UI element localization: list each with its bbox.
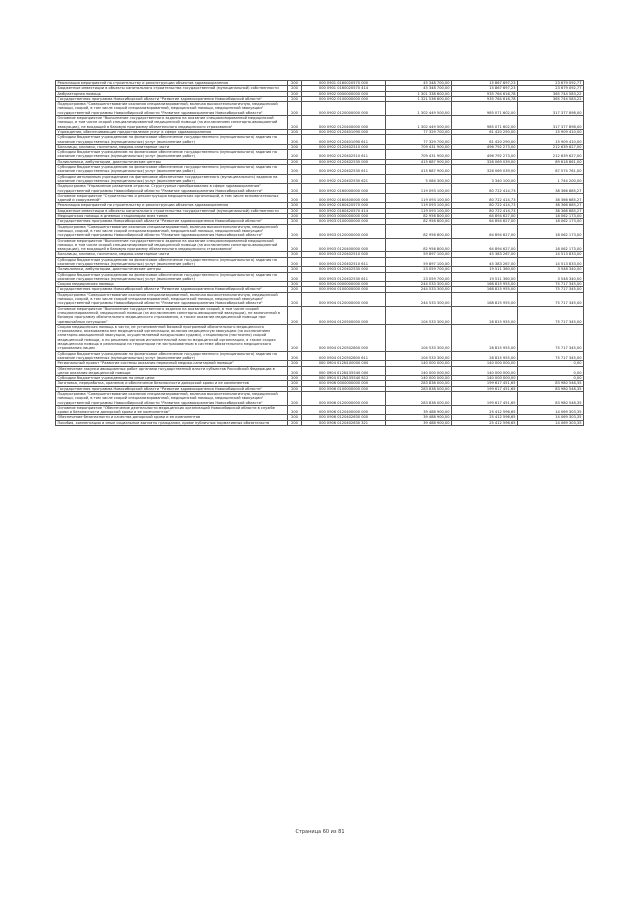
cell-name: Больницы, клиники, госпитали, медико-санитарные части: [56, 252, 288, 257]
cell-c: 365 744 583,22: [518, 91, 584, 96]
table-row: [56, 135, 584, 145]
cell-name: Региональный проект "Развитие системы оказания первичной медико-санитарной помощи": [56, 361, 288, 366]
cell-c: 87 574 761,00: [518, 165, 584, 175]
cell-b: 80 722 414,73: [452, 184, 518, 194]
cell-a: 1 321 536 600,00: [386, 96, 452, 101]
cell-a: 119 093 100,00: [386, 203, 452, 208]
cell-name: Субсидии бюджетным учреждениям на финансовое обеспечение государственного (муниципального) задания на оказание государственных (муниципальных) услуг (выполнение работ): [56, 272, 288, 282]
cell-c: 75 717 345,00: [518, 306, 584, 324]
table-row: [56, 86, 584, 91]
cell-c: 38 366 685,27: [518, 193, 584, 203]
cell-b: 935 764 616,78: [452, 91, 518, 96]
cell-a: 244 533 300,00: [386, 287, 452, 292]
cell-b: 985 071 602,00: [452, 116, 518, 130]
cell-a: 415 687 900,00: [386, 159, 452, 164]
cell-a: 1 301 338 600,00: [386, 91, 452, 96]
cell-c: 75 717 345,00: [518, 351, 584, 361]
cell-kbk: 000 0902 0120401090 611: [302, 135, 386, 145]
cell-kbk: 000 0904 012N155540 612: [302, 376, 386, 381]
table-row: [56, 324, 584, 351]
cell-c: 14 513 833,00: [518, 252, 584, 257]
cell-name: Заготовка, переработка, хранение и обеспечение безопасности донорской крови и ее компонентов: [56, 381, 288, 386]
cell-b: 25 412 596,65: [452, 405, 518, 415]
cell-a: 59 897 100,00: [386, 252, 452, 257]
table-row: [56, 165, 584, 175]
cell-b: 80 722 414,73: [452, 203, 518, 208]
cell-a: 82 956 800,00: [386, 224, 452, 238]
table-row: [56, 415, 584, 420]
table-row: [56, 306, 584, 324]
page-number: Страница 60 из 81: [295, 829, 345, 835]
cell-code: 200: [288, 351, 302, 361]
cell-c: 83 980 548,35: [518, 392, 584, 406]
cell-code: 200: [288, 144, 302, 149]
budget-table-body: [56, 81, 584, 426]
report-sheet: [55, 80, 583, 426]
cell-kbk: 000 0904 0100000000 000: [302, 287, 386, 292]
cell-c: 15 909 410,00: [518, 135, 584, 145]
cell-a: 140 000 000,00: [386, 361, 452, 366]
cell-a: 119 093 100,00: [386, 193, 452, 203]
cell-a: 45 348 700,00: [386, 86, 452, 91]
cell-name: Реализация мероприятий по строительству и реконструкции объектов здравоохранения: [56, 81, 288, 86]
cell-kbk: 000 0902 0120402530 000: [302, 159, 386, 164]
cell-kbk: 000 0906 0120400000 000: [302, 405, 386, 415]
cell-code: 200: [288, 238, 302, 252]
cell-name: Обеспечение закупки авиационных работ органами государственной власти субъектов Российской Федерации в целях оказания медицинской помощи: [56, 366, 288, 376]
cell-code: 200: [288, 415, 302, 420]
cell-kbk: 000 0904 012N100000 000: [302, 361, 386, 366]
cell-code: 200: [288, 159, 302, 164]
cell-kbk: 000 0902 0000000000 000: [302, 91, 386, 96]
table-row: [56, 292, 584, 306]
cell-a: 709 431 900,00: [386, 150, 452, 160]
cell-a: 119 093 100,00: [386, 208, 452, 213]
cell-code: 200: [288, 272, 302, 282]
cell-c: 75 717 345,00: [518, 287, 584, 292]
cell-c: 18 062 173,00: [518, 224, 584, 238]
table-row: [56, 287, 584, 292]
table-row: [56, 224, 584, 238]
cell-c: 365 744 583,22: [518, 96, 584, 101]
cell-name: Субсидии бюджетным учреждениям на финансовое обеспечение государственного (муниципального) задания на оказание государственных (муниципальных) услуг (выполнение работ): [56, 150, 288, 160]
cell-name: Субсидии бюджетным учреждениям на финансовое обеспечение государственного (муниципального) задания на оказание государственных (муниципальных) услуг (выполнение работ): [56, 351, 288, 361]
cell-code: 200: [288, 214, 302, 219]
cell-name: Основное мероприятие "Выполнение государственного задания на оказание специализированной медицинской помощи, в том числе скорой специализированной медицинской помощи (за исключением санитарно-авиационной эвакуации), не входящей в базовую программу обязательного медицинского страхования": [56, 116, 288, 130]
cell-b: 140 000 000,00: [452, 366, 518, 376]
cell-b: 28 815 955,00: [452, 351, 518, 361]
cell-c: 0,00: [518, 361, 584, 366]
cell-kbk: 000 0906 0120000000 000: [302, 392, 386, 406]
cell-kbk: 000 0902 0120000000 000: [302, 102, 386, 116]
cell-b: 140 000 000,00: [452, 376, 518, 381]
cell-name: Субсидии бюджетным учреждениям на финансовое обеспечение государственного (муниципального) задания на оказание государственных (муниципальных) услуг (выполнение работ): [56, 165, 288, 175]
cell-name: Подпрограмма "Совершенствование оказания специализированной, включая высокотехнологичную, медицинской помощи, скорой, в том числе скорой специализированной, медицинской помощи, медицинской эвакуации" государственной программы Новосибирской области "Развитие здравоохранения Новосибирской области": [56, 102, 288, 116]
cell-b: 45 383 267,00: [452, 257, 518, 267]
cell-b: 496 792 273,00: [452, 150, 518, 160]
cell-b: 15 867 697,23: [452, 86, 518, 91]
cell-code: 200: [288, 208, 302, 213]
cell-code: 200: [288, 81, 302, 86]
cell-c: 18 062 173,00: [518, 238, 584, 252]
table-row: [56, 96, 584, 101]
cell-name: Обеспечение безопасности и качества донорской крови и ее компонентов: [56, 415, 288, 420]
cell-b: 61 420 290,00: [452, 135, 518, 145]
cell-a: 5 084 300,00: [386, 174, 452, 184]
cell-kbk: 000 0901 0160020570 000: [302, 81, 386, 86]
cell-c: 75 717 345,00: [518, 282, 584, 287]
cell-c: 3 548 340,00: [518, 272, 584, 282]
cell-name: Основное мероприятие "Выполнение государственного задания на оказание скорой, в том числе скорой специализированной, медицинской помощи (за исключением санитарно-авиационной эвакуации), не включенной в базовую программу обязательного медицинского страхования, а также оказание медицинской помощи при чрезвычайных ситуациях": [56, 306, 288, 324]
cell-c: 75 717 345,00: [518, 324, 584, 351]
budget-table: [55, 80, 584, 426]
cell-name: Основное мероприятие "Строительство и реконструкция медицинских организаций, в том числе вспомогательных зданий и сооружений": [56, 193, 288, 203]
cell-a: 104 533 300,00: [386, 306, 452, 324]
cell-name: Государственная программа Новосибирской области "Развитие здравоохранения Новосибирской области": [56, 219, 288, 224]
table-row: [56, 252, 584, 257]
cell-name: Субсидии автономным учреждениям на финансовое обеспечение государственного (муниципального) задания на оказание государственных (муниципальных) услуг (выполнение работ): [56, 174, 288, 184]
table-row: [56, 238, 584, 252]
cell-kbk: 000 0902 0120402510 611: [302, 150, 386, 160]
cell-b: 45 383 267,00: [452, 252, 518, 257]
cell-code: 200: [288, 129, 302, 134]
cell-kbk: 000 0902 0120401090 000: [302, 129, 386, 134]
cell-code: 200: [288, 292, 302, 306]
cell-c: 18 062 173,00: [518, 219, 584, 224]
cell-kbk: 000 0904 0120502800 611: [302, 351, 386, 361]
cell-a: 23 059 700,00: [386, 272, 452, 282]
cell-c: 1 744 200,00: [518, 174, 584, 184]
table-row: [56, 129, 584, 134]
cell-c: 14 069 303,35: [518, 415, 584, 420]
table-row: [56, 150, 584, 160]
cell-name: Бюджетные инвестиции в объекты капитального строительства государственной (муниципальной) собственности: [56, 86, 288, 91]
cell-b: 25 412 596,65: [452, 420, 518, 425]
cell-name: Учреждения, обеспечивающие предоставление услуг в сфере здравоохранения: [56, 129, 288, 134]
cell-kbk: 000 0902 0100000000 000: [302, 96, 386, 101]
cell-c: 14 069 303,35: [518, 420, 584, 425]
cell-a: 82 956 800,00: [386, 238, 452, 252]
cell-kbk: 000 0904 0120500000 000: [302, 306, 386, 324]
cell-c: 212 639 627,00: [518, 144, 584, 149]
cell-kbk: 000 0906 0120402630 321: [302, 420, 386, 425]
cell-code: 200: [288, 184, 302, 194]
cell-code: 200: [288, 282, 302, 287]
cell-b: 61 420 290,00: [452, 129, 518, 134]
cell-b: 326 069 039,00: [452, 165, 518, 175]
cell-a: 59 897 100,00: [386, 257, 452, 267]
cell-b: 28 815 955,00: [452, 306, 518, 324]
table-row: [56, 116, 584, 130]
cell-kbk: 000 0902 0120402530 611: [302, 165, 386, 175]
cell-code: 200: [288, 86, 302, 91]
cell-c: 3 548 340,00: [518, 267, 584, 272]
cell-name: Государственная программа Новосибирской области "Развитие здравоохранения Новосибирской области": [56, 287, 288, 292]
table-row: [56, 219, 584, 224]
table-row: [56, 257, 584, 267]
cell-code: 200: [288, 405, 302, 415]
cell-code: 200: [288, 203, 302, 208]
cell-a: 1 302 449 500,00: [386, 116, 452, 130]
cell-c: 14 513 833,00: [518, 257, 584, 267]
cell-code: 200: [288, 361, 302, 366]
cell-c: 38 366 685,27: [518, 203, 584, 208]
table-row: [56, 208, 584, 213]
cell-c: 75 717 345,00: [518, 292, 584, 306]
cell-b: 168 815 955,00: [452, 292, 518, 306]
cell-name: Подпрограмма "Совершенствование оказания специализированной, включая высокотехнологичную, медицинской помощи, скорой, в том числе скорой специализированной, медицинской помощи, медицинской эвакуации" государственной программы Новосибирской области "Развитие здравоохранения Новосибирской области": [56, 224, 288, 238]
cell-c: 23 679 092,77: [518, 86, 584, 91]
cell-c: 317 377 898,00: [518, 102, 584, 116]
cell-code: 200: [288, 102, 302, 116]
cell-name: Подпрограмма "Совершенствование оказания специализированной, включая высокотехнологичную, медицинской помощи, скорой, в том числе скорой специализированной, медицинской помощи, медицинской эвакуации" государственной программы Новосибирской области "Развитие здравоохранения Новосибирской области": [56, 392, 288, 406]
table-row: [56, 267, 584, 272]
cell-name: Государственная программа Новосибирской области "Развитие здравоохранения Новосибирской области": [56, 96, 288, 101]
table-row: [56, 405, 584, 415]
cell-kbk: 000 0902 0160420570 000: [302, 203, 386, 208]
cell-b: 168 815 955,00: [452, 287, 518, 292]
cell-b: 985 071 602,00: [452, 102, 518, 116]
cell-code: 200: [288, 116, 302, 130]
cell-a: 82 956 800,00: [386, 214, 452, 219]
cell-name: Основное мероприятие "Выполнение государственного задания на оказание специализированной медицинской помощи, в том числе скорой специализированной медицинской помощи (за исключением санитарно-авиационной эвакуации), не входящей в базовую программу обязательного медицинского страхования": [56, 238, 288, 252]
cell-name: Медицинская помощь в дневных стационарах всех типов: [56, 214, 288, 219]
cell-c: 317 377 898,00: [518, 116, 584, 130]
cell-a: 119 093 100,00: [386, 184, 452, 194]
cell-a: 39 488 900,00: [386, 405, 452, 415]
cell-code: 200: [288, 193, 302, 203]
cell-code: 200: [288, 96, 302, 101]
cell-a: 709 431 900,00: [386, 144, 452, 149]
cell-code: 200: [288, 257, 302, 267]
cell-b: 496 792 273,00: [452, 144, 518, 149]
cell-kbk: 000 0903 0120402510 000: [302, 252, 386, 257]
cell-name: Субсидии бюджетным учреждениям на финансовое обеспечение государственного (муниципального) задания на оказание государственных (муниципальных) услуг (выполнение работ): [56, 257, 288, 267]
cell-a: 140 000 000,00: [386, 376, 452, 381]
cell-kbk: 000 0902 0160420570 414: [302, 208, 386, 213]
cell-b: 64 894 627,00: [452, 238, 518, 252]
cell-a: 244 533 300,00: [386, 292, 452, 306]
cell-kbk: 000 0904 0120000000 000: [302, 292, 386, 306]
cell-code: 200: [288, 267, 302, 272]
cell-a: 1 302 449 500,00: [386, 102, 452, 116]
cell-code: 200: [288, 224, 302, 238]
cell-b: 28 815 955,00: [452, 324, 518, 351]
cell-code: 200: [288, 420, 302, 425]
cell-code: 200: [288, 386, 302, 391]
cell-b: 19 511 360,00: [452, 267, 518, 272]
cell-name: Поликлиники, амбулатории, диагностические центры: [56, 267, 288, 272]
cell-b: 25 412 596,65: [452, 415, 518, 420]
cell-b: 64 894 627,00: [452, 219, 518, 224]
cell-b: 140 000 000,00: [452, 361, 518, 366]
cell-name: Скорая медицинская помощь: [56, 282, 288, 287]
cell-name: Государственная программа Новосибирской области "Развитие здравоохранения Новосибирской области": [56, 386, 288, 391]
table-row: [56, 351, 584, 361]
table-row: [56, 366, 584, 376]
cell-kbk: 000 0901 0160020570 414: [302, 86, 386, 91]
cell-c: 83 980 548,35: [518, 386, 584, 391]
table-row: [56, 272, 584, 282]
cell-c: 14 069 303,35: [518, 405, 584, 415]
cell-c: 38 366 685,27: [518, 184, 584, 194]
cell-kbk: 000 0906 0100000000 000: [302, 386, 386, 391]
cell-c: 15 909 410,00: [518, 129, 584, 134]
cell-kbk: 000 0902 0120400000 000: [302, 116, 386, 130]
cell-b: 80 722 414,73: [452, 208, 518, 213]
cell-code: 200: [288, 324, 302, 351]
cell-kbk: 000 0903 0120000000 000: [302, 224, 386, 238]
cell-name: Пособия, компенсации и иные социальные выплаты гражданам, кроме публичных нормативных обязательств: [56, 420, 288, 425]
cell-kbk: 000 0903 0120402510 611: [302, 257, 386, 267]
cell-c: 89 618 861,00: [518, 159, 584, 164]
cell-a: 244 533 300,00: [386, 282, 452, 287]
cell-code: 200: [288, 287, 302, 292]
table-row: [56, 361, 584, 366]
cell-a: 39 488 900,00: [386, 420, 452, 425]
cell-kbk: 000 0904 012N155540 000: [302, 366, 386, 376]
cell-kbk: 000 0906 0120402630 000: [302, 415, 386, 420]
cell-b: 64 894 627,00: [452, 224, 518, 238]
table-row: [56, 386, 584, 391]
cell-a: 104 533 300,00: [386, 324, 452, 351]
table-row: [56, 203, 584, 208]
table-row: [56, 144, 584, 149]
cell-a: 23 059 700,00: [386, 267, 452, 272]
cell-c: 18 062 173,00: [518, 214, 584, 219]
cell-name: Поликлиники, амбулатории, диагностические центры: [56, 159, 288, 164]
cell-code: 200: [288, 376, 302, 381]
cell-kbk: 000 0902 0160000000 000: [302, 184, 386, 194]
table-row: [56, 184, 584, 194]
cell-c: 0,00: [518, 376, 584, 381]
cell-code: 200: [288, 381, 302, 386]
cell-a: 82 956 800,00: [386, 219, 452, 224]
cell-b: 199 617 451,65: [452, 392, 518, 406]
table-row: [56, 193, 584, 203]
cell-b: 168 815 955,00: [452, 282, 518, 287]
cell-name: Амбулаторная помощь: [56, 91, 288, 96]
cell-code: 200: [288, 366, 302, 376]
cell-b: 15 867 697,23: [452, 81, 518, 86]
cell-c: 212 639 627,00: [518, 150, 584, 160]
cell-name: Субсидии бюджетным учреждениям на финансовое обеспечение государственного (муниципального) задания на оказание государственных (муниципальных) услуг (выполнение работ): [56, 135, 288, 145]
cell-c: 0,00: [518, 366, 584, 376]
table-row: [56, 420, 584, 425]
cell-kbk: 000 0903 0120402530 611: [302, 272, 386, 282]
cell-name: Бюджетные инвестиции в объекты капитального строительства государственной (муниципальной) собственности: [56, 208, 288, 213]
table-row: [56, 81, 584, 86]
cell-kbk: 000 0903 0100000000 000: [302, 219, 386, 224]
cell-b: 199 617 451,65: [452, 381, 518, 386]
cell-a: 283 838 000,00: [386, 392, 452, 406]
cell-a: 39 488 900,00: [386, 415, 452, 420]
cell-kbk: 000 0904 0120502800 000: [302, 324, 386, 351]
cell-b: 64 894 627,00: [452, 214, 518, 219]
cell-b: 199 617 451,65: [452, 386, 518, 391]
cell-name: Субсидии бюджетным учреждениям на иные цели: [56, 376, 288, 381]
cell-name: Подпрограмма "Совершенствование оказания специализированной, включая высокотехнологичную, медицинской помощи, скорой, в том числе скорой специализированной, медицинской помощи, медицинской эвакуации" государственной программы Новосибирской области "Развитие здравоохранения Новосибирской области": [56, 292, 288, 306]
cell-a: 283 838 000,00: [386, 381, 452, 386]
cell-a: 104 533 300,00: [386, 351, 452, 361]
cell-code: 200: [288, 150, 302, 160]
table-row: [56, 159, 584, 164]
cell-kbk: 000 0902 0120402510 000: [302, 144, 386, 149]
table-row: [56, 392, 584, 406]
cell-b: 935 764 616,78: [452, 96, 518, 101]
cell-name: Скорая медицинская помощь в части, не установленной базовой программой обязательного медицинского страхования, оказываемая вне медицинской организации, включая медицинскую эвакуацию (за исключением санитарно-авиационной эвакуации, осуществляемой воздушными судами), стационарно (постоянно) скорой медицинской помощи, а по решению органов исполнительной власти медицинской организации, а также скорая медицинская помощь в реализации на территории не застрахованным в системе обязательного медицинского страхования лицам: [56, 324, 288, 351]
cell-code: 200: [288, 306, 302, 324]
cell-kbk: 000 0902 0120402530 621: [302, 174, 386, 184]
cell-kbk: 000 0903 0120402530 000: [302, 267, 386, 272]
cell-code: 200: [288, 91, 302, 96]
table-row: [56, 102, 584, 116]
table-row: [56, 376, 584, 381]
table-row: [56, 214, 584, 219]
cell-c: 83 980 548,35: [518, 381, 584, 386]
cell-code: 200: [288, 174, 302, 184]
cell-name: Подпрограмма "Управление развитием отрасли. Структурные преобразования в сфере здравоохранения" государственной программы Новосибирской области "Развитие здравоохранения Новосибирской области": [56, 184, 288, 194]
cell-kbk: 000 0906 0000000000 000: [302, 381, 386, 386]
cell-a: 45 348 700,00: [386, 81, 452, 86]
cell-b: 80 722 414,73: [452, 193, 518, 203]
cell-code: 200: [288, 135, 302, 145]
cell-name: Реализация мероприятий по строительству и реконструкции объектов здравоохранения: [56, 203, 288, 208]
cell-c: 38 366 685,27: [518, 208, 584, 213]
table-row: [56, 381, 584, 386]
cell-a: 283 838 000,00: [386, 386, 452, 391]
cell-a: 77 329 700,00: [386, 129, 452, 134]
cell-code: 200: [288, 252, 302, 257]
cell-a: 415 687 900,00: [386, 165, 452, 175]
cell-b: 326 069 039,00: [452, 159, 518, 164]
cell-name: Больницы, клиники, госпитали, медико-санитарные части: [56, 144, 288, 149]
cell-a: 77 329 700,00: [386, 135, 452, 145]
cell-kbk: 000 0903 0000000000 000: [302, 214, 386, 219]
cell-a: 140 000 000,00: [386, 366, 452, 376]
cell-kbk: 000 0902 0160400000 000: [302, 193, 386, 203]
cell-kbk: 000 0903 0120400000 000: [302, 238, 386, 252]
cell-c: 23 679 092,77: [518, 81, 584, 86]
cell-code: 200: [288, 392, 302, 406]
cell-b: 3 340 100,00: [452, 174, 518, 184]
cell-kbk: 000 0904 0000000000 000: [302, 282, 386, 287]
cell-name: Основное мероприятие "Обеспечение деятельности медицинских организаций Новосибирской области в службе крови и безопасности донорской крови и ее компонентов": [56, 405, 288, 415]
table-row: [56, 174, 584, 184]
cell-code: 200: [288, 219, 302, 224]
cell-code: 200: [288, 165, 302, 175]
cell-b: 19 511 360,00: [452, 272, 518, 282]
